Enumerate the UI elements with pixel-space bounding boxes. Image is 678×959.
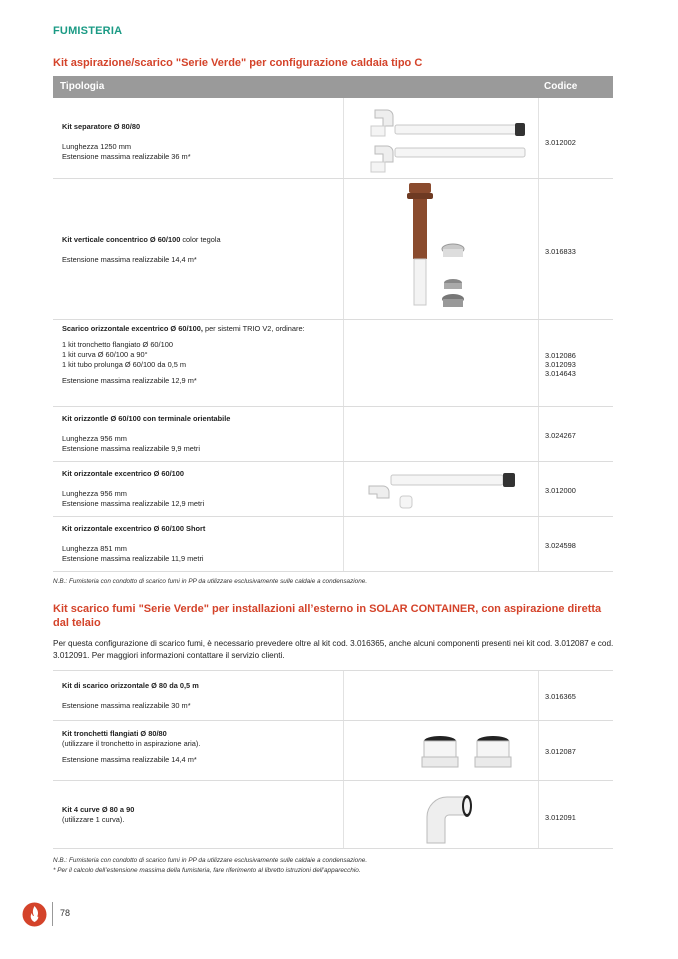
- section1-title: Kit aspirazione/scarico "Serie Verde" per configurazione caldaia tipo C: [53, 57, 423, 69]
- horizontal-kit-image: [365, 466, 535, 512]
- table-row: [53, 320, 613, 407]
- table-row: [53, 781, 613, 849]
- row-code: 3.016833: [545, 247, 576, 256]
- table-row: [53, 179, 613, 320]
- row-code: 3.012000: [545, 486, 576, 495]
- row-description: Kit orizzontle Ø 60/100 con terminale orientabile Lunghezza 956 mm Estensione massima realizzabile 9,9 metri: [62, 414, 231, 453]
- row-description: Kit 4 curve Ø 80 a 90 (utilizzare 1 curva).: [62, 805, 135, 824]
- section-label: FUMISTERIA: [53, 25, 123, 37]
- header-tipologia: Tipologia: [60, 81, 105, 92]
- row-description: Kit orizzontale excentrico Ø 60/100 Lunghezza 956 mm Estensione massima realizzabile 12,9 metri: [62, 469, 205, 508]
- row-description: Kit verticale concentrico Ø 60/100 color tegola Estensione massima realizzabile 14,4 m*: [62, 235, 221, 264]
- flanged-stubs-image: [418, 735, 528, 775]
- row-description: Kit separatore Ø 80/80 Lunghezza 1250 mm Estensione massima realizzabile 36 m*: [62, 122, 191, 161]
- vertical-kit-image: [403, 183, 483, 315]
- page-number: 78: [60, 908, 71, 918]
- note-3: * Per il calcolo dell’estensione massima della fumisteria, fare riferimento al libretto istruzioni dell’apparecchio.: [53, 867, 361, 874]
- row-description: Scarico orizzontale excentrico Ø 60/100, per sistemi TRIO V2, ordinare: 1 kit tronchetto flangiato Ø 60/100 1 kit curva Ø 60/100 a 90° 1 kit tubo prolunga Ø 60/100 da 0,5 m Estensione massima realizzabile 12,9 m*: [62, 324, 305, 385]
- table-row: [53, 671, 613, 721]
- table-header: [53, 76, 613, 98]
- row-code: 3.016365: [545, 692, 576, 701]
- elbow-image: [413, 789, 483, 845]
- section2-title: Kit scarico fumi "Serie Verde" per installazioni all’esterno in SOLAR CONTAINER, con aspirazione diretta dal telaio: [53, 603, 602, 629]
- footer-divider: [52, 902, 53, 926]
- row-code: 3.012087: [545, 747, 576, 756]
- separator-kit-image: [365, 102, 535, 178]
- table-row: [53, 517, 613, 572]
- row-code: 3.012002: [545, 138, 576, 147]
- brand-logo-icon: [22, 902, 47, 927]
- row-code: 3.024598: [545, 541, 576, 550]
- table-row: [53, 98, 613, 179]
- row-description: Kit orizzontale excentrico Ø 60/100 Short Lunghezza 851 mm Estensione massima realizzabile 11,9 metri: [62, 524, 206, 563]
- products-table-2: [53, 670, 613, 848]
- products-table-1: [53, 76, 613, 98]
- row-code: 3.024267: [545, 431, 576, 440]
- note-2: N.B.: Fumisteria con condotto di scarico fumi in PP da utilizzare esclusivamente sulle caldaie a condensazione.: [53, 857, 368, 864]
- table-row: [53, 721, 613, 781]
- row-description: Kit tronchetti flangiati Ø 80/80 (utilizzare il tronchetto in aspirazione aria). Estensione massima realizzabile 14,4 m*: [62, 729, 201, 764]
- table1-body: [53, 98, 613, 572]
- row-code: 3.012086 3.012093 3.014643: [545, 351, 576, 378]
- section2-intro: Per questa configurazione di scarico fumi, è necessario prevedere oltre al kit cod. 3.016365, anche alcuni componenti presenti nei kit cod. 3.012087 e cod. 3.012091. Per maggiori informazioni contattare il servizio clienti.: [53, 639, 614, 660]
- table-row: [53, 407, 613, 462]
- row-description: Kit di scarico orizzontale Ø 80 da 0,5 m Estensione massima realizzabile 30 m*: [62, 681, 199, 710]
- header-codice: Codice: [544, 81, 578, 92]
- row-code: 3.012091: [545, 813, 576, 822]
- table-row: [53, 462, 613, 517]
- note-1: N.B.: Fumisteria con condotto di scarico fumi in PP da utilizzare esclusivamente sulle caldaie a condensazione.: [53, 578, 368, 585]
